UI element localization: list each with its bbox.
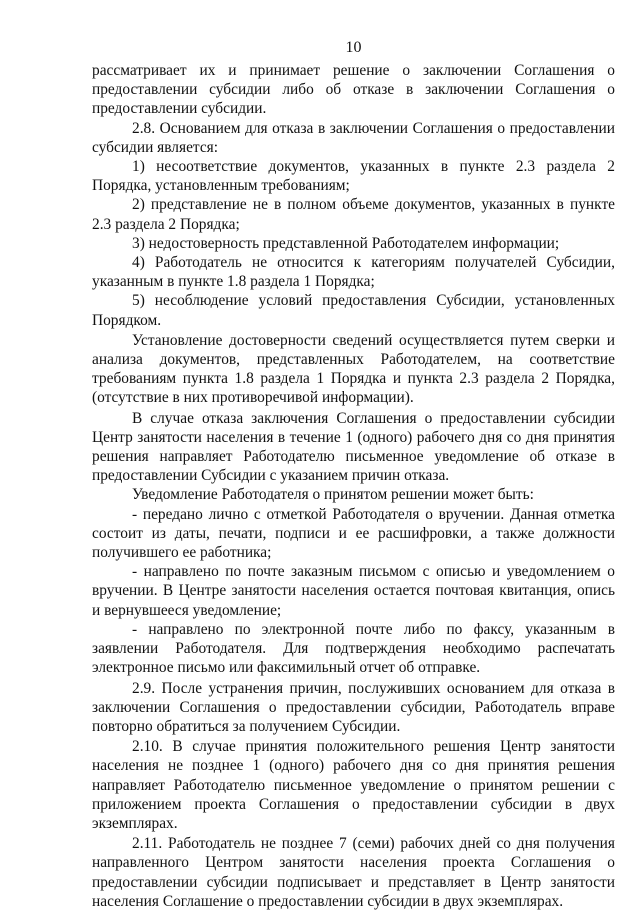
list-item-by-mail: - направлено по почте заказным письмом с описью и уведомлением о вручении. В Центре занятости населения остается почтовая квитанция, опись и вернувшееся уведомление; (92, 563, 615, 619)
paragraph-2-10: 2.10. В случае принятия положительного решения Центр занятости населения не позднее 1 (одного) рабочего дня со дня принятия решения направляет Работодателю письменное уведомление о принятом решении с приложением проекта Соглашения о предоставлении субсидии в двух экземплярах. (92, 738, 615, 832)
list-item-2: 2) представление не в полном объеме документов, указанных в пункте 2.3 раздела 2 Порядка; (92, 196, 615, 233)
list-item-in-person: - передано лично с отметкой Работодателя о вручении. Данная отметка состоит из даты, печати, подписи и ее расшифровки, а также должности получившего ее работника; (92, 505, 615, 562)
list-item-3: 3) недостоверность представленной Работодателем информации; (132, 234, 560, 252)
document-page (92, 38, 615, 911)
paragraph-notification-methods: Уведомление Работодателя о принятом решении может быть: (132, 486, 534, 504)
paragraph-refusal-notice: В случае отказа заключения Соглашения о предоставлении субсидии Центр занятости населения в течение 1 (одного) рабочего дня со дня принятия решения направляет Работодателю письменное уведомление об отказе в предоставлении Субсидии с указанием причин отказа. (92, 409, 615, 485)
page-number: 10 (345, 39, 362, 56)
paragraph-2-11: 2.11. Работодатель не позднее 7 (семи) рабочих дней со дня получения направленного Центром занятости населения проекта Соглашения о предоставлении субсидии подписывает и представляет в Центр занятости населения Соглашение о предоставлении субсидии в двух экземплярах. (92, 835, 615, 910)
list-item-4: 4) Работодатель не относится к категориям получателей Субсидии, указанным в пункте 1.8 раздела 1 Порядка; (92, 254, 615, 291)
paragraph-2-8: 2.8. Основанием для отказа в заключении Соглашения о предоставлении субсидии является: (92, 119, 615, 156)
list-item-electronic: - направлено по электронной почте либо по факсу, указанным в заявлении Работодателя. Для подтверждения необходимо распечатать электронное письмо или факсимильный отчет об отправке. (92, 620, 615, 677)
list-item-1: 1) несоответствие документов, указанных в пункте 2.3 раздела 2 Порядка, установленным требованиям; (92, 158, 615, 195)
paragraph-continuation: рассматривает их и принимает решение о заключении Соглашения о предоставлении субсидии либо об отказе в заключении Соглашения о предоставлении субсидии. (92, 62, 615, 118)
list-item-5: 5) несоблюдение условий предоставления Субсидии, установленных Порядком. (92, 292, 615, 329)
paragraph-verification: Установление достоверности сведений осуществляется путем сверки и анализа документов, представленных Работодателем, на соответствие требованиям пункта 1.8 раздела 1 Порядка и пункта 2.3 раздела 2 Порядка, (отсутствие в них противоречивой информации). (92, 331, 615, 407)
paragraph-2-9: 2.9. После устранения причин, послуживших основанием для отказа в заключении Соглашения о предоставлении субсидии, Работодатель вправе повторно обратиться за получением Субсидии. (92, 679, 615, 735)
